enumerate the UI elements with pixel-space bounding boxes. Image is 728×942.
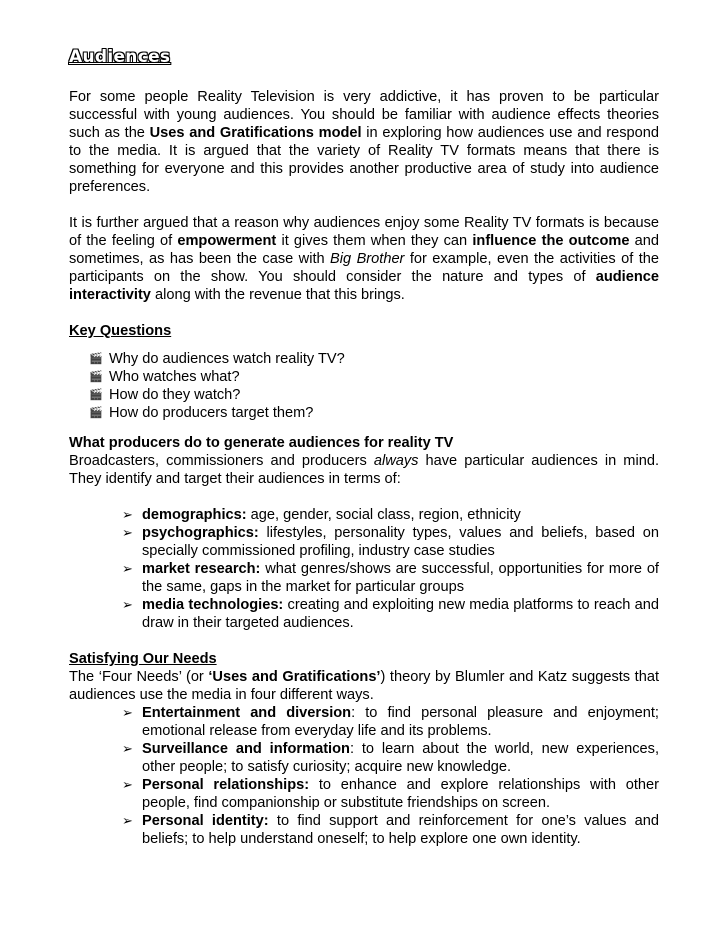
arrow-bullet-icon: ➢ <box>122 507 133 522</box>
arrow-bullet-icon: ➢ <box>122 705 133 720</box>
list-item: 🎬 Why do audiences watch reality TV? <box>89 351 345 367</box>
text-run: in exploring how audiences use and respond to the media. It is argued that the variety of Reality TV formats means that there is something for everyone and this provides another productive area of study into audience preferences. <box>69 125 659 195</box>
list-item: ➢ Surveillance and information: to learn about the world, new experiences, other people; to satisfy curiosity; acquire new knowledge. <box>122 741 660 775</box>
list-item: ➢ Entertainment and diversion: to find personal pleasure and enjoyment; emotional release from everyday life and its problems. <box>122 705 659 739</box>
arrow-bullet-icon: ➢ <box>122 561 133 576</box>
needs-intro: The ‘Four Needs’ (or ‘Uses and Gratifications’) theory by Blumler and Katz suggests that audiences use the media in four different ways. <box>69 669 660 703</box>
text-run: for example, even the activities of the participants on the show. You should consider the nature and types of <box>69 251 659 285</box>
list-item: 🎬 How do they watch? <box>89 387 241 403</box>
text-run: For some people Reality Television is very addictive, it has proven to be particular successful with young audiences. You should be familiar with audience effects theories such as the <box>69 89 659 141</box>
list-item: ➢ media technologies: creating and exploiting new media platforms to reach and draw in their targeted audiences. <box>122 597 659 631</box>
list-item: ➢ psychographics: lifestyles, personality types, values and beliefs, based on specially commissioned profiling, industry case studies <box>122 525 659 559</box>
clapperboard-icon: 🎬 <box>89 407 103 419</box>
clapperboard-icon: 🎬 <box>89 353 103 365</box>
italic-run: Big Brother <box>330 251 405 267</box>
key-questions-heading: Key Questions <box>69 323 172 339</box>
arrow-bullet-icon: ➢ <box>122 813 133 828</box>
list-item: ➢ market research: what genres/shows are successful, opportunities for more of the same, gaps in the market for particular groups <box>122 561 659 595</box>
clapperboard-icon: 🎬 <box>89 371 103 383</box>
clapperboard-icon: 🎬 <box>89 389 103 401</box>
list-item: ➢ Personal relationships: to enhance and explore relationships with other people, find companionship or substitute friendships on screen. <box>122 777 659 811</box>
bold-run: Uses and Gratifications model <box>149 125 362 141</box>
arrow-bullet-icon: ➢ <box>122 525 133 540</box>
list-item: ➢ demographics: age, gender, social class, region, ethnicity <box>122 507 521 523</box>
needs-heading: Satisfying Our Needs <box>69 651 217 667</box>
text-run: it gives them when they can <box>276 233 473 249</box>
bold-run: influence the outcome <box>472 233 630 249</box>
needs-list <box>122 704 659 848</box>
arrow-bullet-icon: ➢ <box>122 777 133 792</box>
bold-run: empowerment <box>177 233 277 249</box>
text-run: along with the revenue that this brings. <box>150 287 405 303</box>
producers-heading: What producers do to generate audiences for reality TV <box>69 435 454 451</box>
text-run: It is further argued that a reason why audiences enjoy some Reality TV formats is because of the feeling of <box>69 215 659 249</box>
producers-list <box>122 506 659 632</box>
arrow-bullet-icon: ➢ <box>122 741 133 756</box>
list-item: 🎬 Who watches what? <box>89 369 240 385</box>
key-questions-list <box>89 350 659 422</box>
arrow-bullet-icon: ➢ <box>122 597 133 612</box>
page-title: Audiences <box>69 47 171 67</box>
text-run: and sometimes, as has been the case with <box>69 233 659 267</box>
empowerment-paragraph <box>69 214 659 304</box>
intro-paragraph <box>69 88 659 196</box>
list-item: 🎬 How do producers target them? <box>89 405 314 421</box>
producers-intro: Broadcasters, commissioners and producers always have particular audiences in mind. They identify and target their audiences in terms of: <box>69 453 659 487</box>
list-item: ➢ Personal identity: to find support and reinforcement for one’s values and beliefs; to help understand oneself; to help explore one own identity. <box>122 813 660 847</box>
bold-run: audience interactivity <box>69 269 659 303</box>
